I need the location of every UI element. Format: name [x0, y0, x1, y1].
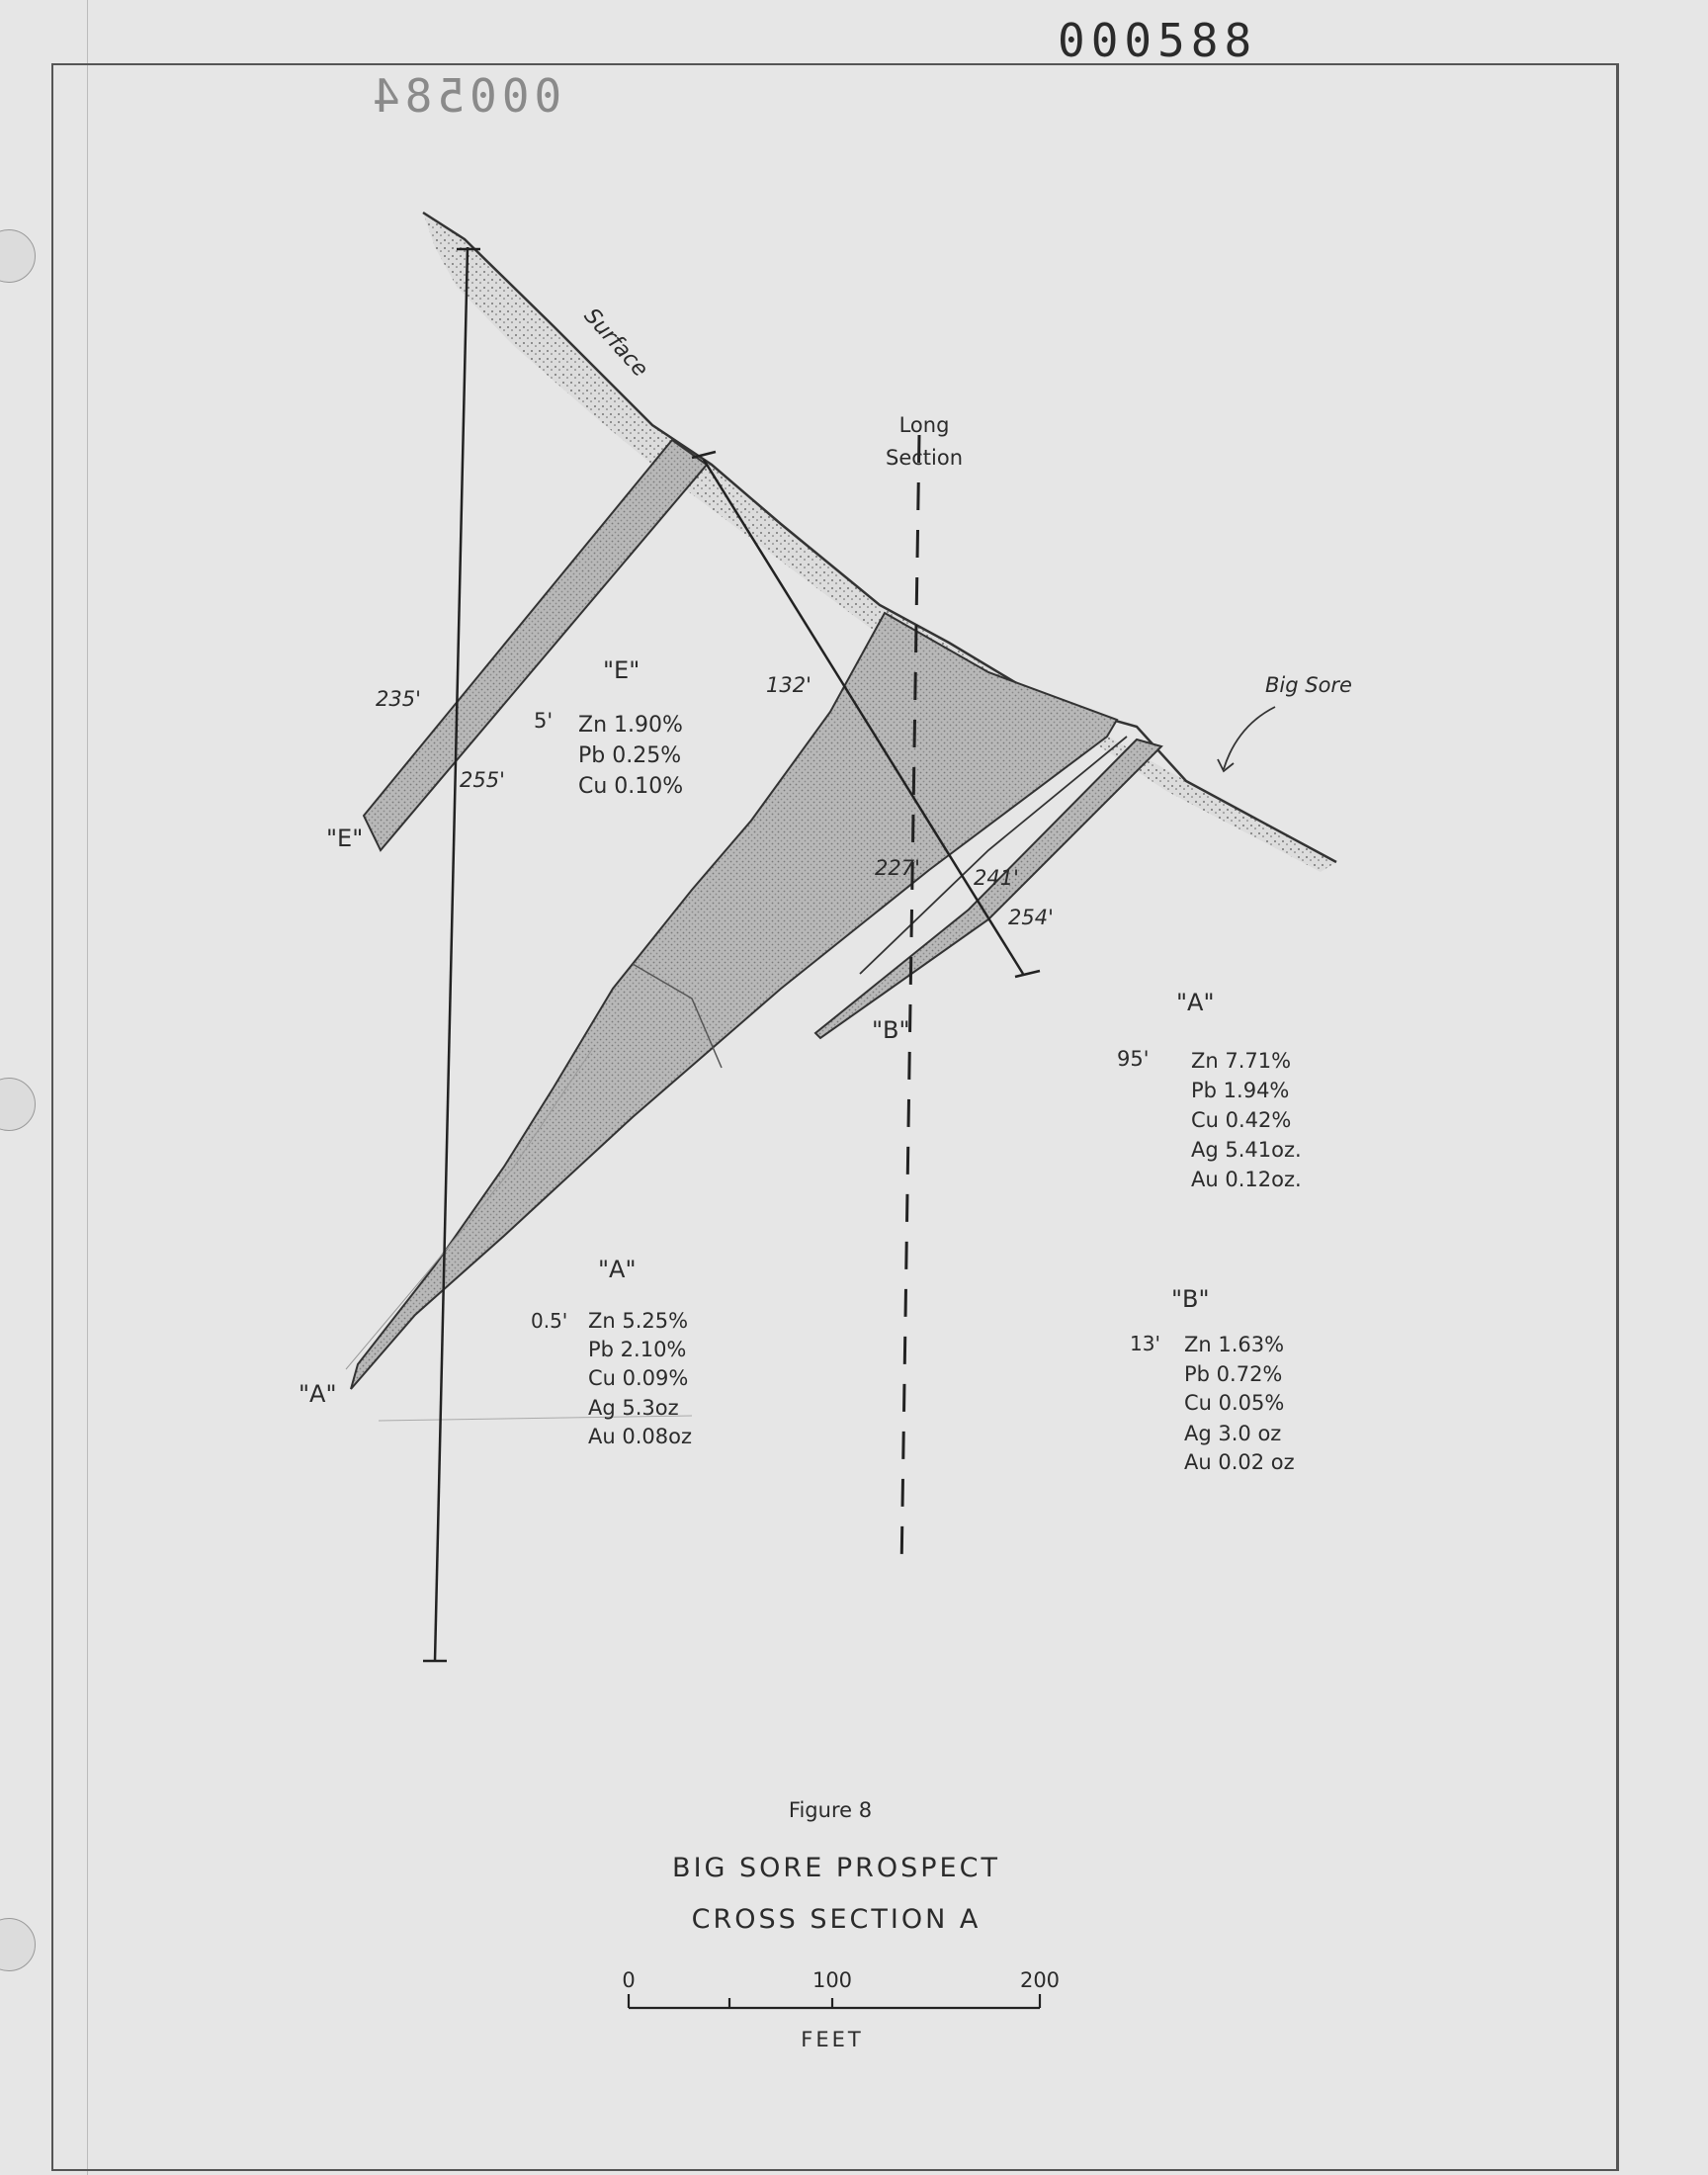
- zone-e-assay: Cu 0.10%: [578, 774, 684, 799]
- zone-a-hole2-assay: Au 0.08oz: [588, 1425, 692, 1448]
- depth-label-254: 254': [1008, 906, 1054, 929]
- depth-label-132: 132': [766, 673, 811, 697]
- zone-b-assay: Pb 0.72%: [1184, 1362, 1283, 1386]
- zone-a-end-marker: "A": [299, 1380, 337, 1408]
- zone-b-thickness: 13': [1130, 1332, 1160, 1355]
- drill-hole-end-tick: [1015, 971, 1040, 977]
- drill-hole-vertical: [435, 247, 468, 1661]
- long-section-label: Long: [898, 413, 950, 437]
- zone-a-hole2-assay: Cu 0.09%: [588, 1366, 689, 1390]
- surface-label: Surface: [578, 304, 653, 383]
- big-sore-label: Big Sore: [1265, 673, 1352, 697]
- zone-a-hole1-assay: Cu 0.42%: [1191, 1108, 1292, 1132]
- scale-bar-tick-label: 0: [622, 1968, 636, 1992]
- zone-b-assay: Ag 3.0 oz: [1184, 1422, 1282, 1445]
- depth-label-235: 235': [376, 687, 421, 711]
- zone-a-hole1-assay: Au 0.12oz.: [1191, 1168, 1302, 1191]
- zone-b-assay: Cu 0.05%: [1184, 1391, 1285, 1415]
- zone-e-thickness: 5': [534, 709, 554, 733]
- big-sore-leader: [1224, 707, 1275, 769]
- depth-label-241: 241': [974, 866, 1019, 890]
- scale-bar-tick-label: 100: [811, 1968, 853, 1992]
- figure-title: BIG SORE PROSPECT: [672, 1853, 1000, 1883]
- zone-e-title: "E": [603, 656, 640, 684]
- scale-bar-tick-label: 200: [1019, 1968, 1061, 1992]
- depth-label-227: 227': [875, 856, 920, 880]
- zone-b-assay: Au 0.02 oz: [1184, 1450, 1295, 1474]
- zone-e-assay: Pb 0.25%: [578, 743, 682, 768]
- zone-a-hole2-title: "A": [598, 1256, 637, 1283]
- figure-subtitle: CROSS SECTION A: [691, 1904, 982, 1935]
- depth-label-255: 255': [460, 768, 505, 792]
- zone-e-end-marker: "E": [326, 825, 364, 852]
- zone-a-hole1-thickness: 95': [1117, 1047, 1150, 1071]
- scale-bar-unit: FEET: [801, 2028, 864, 2051]
- mirrored-document-number: 000584: [368, 69, 562, 123]
- zone-b-end-marker: "B": [872, 1016, 910, 1044]
- zone-a-hole1-assay: Ag 5.41oz.: [1191, 1138, 1302, 1162]
- figure-number: Figure 8: [788, 1798, 873, 1822]
- zone-a-hole1-title: "A": [1176, 989, 1215, 1016]
- zone-b-title: "B": [1171, 1285, 1210, 1313]
- long-section-line: [901, 435, 919, 1572]
- zone-a-hole2-assay: Pb 2.10%: [588, 1338, 687, 1361]
- zone-a-hole2-thickness: 0.5': [531, 1309, 568, 1333]
- zone-a-hole1-assay: Pb 1.94%: [1191, 1079, 1290, 1102]
- zone-b-assay: Zn 1.63%: [1184, 1333, 1285, 1356]
- zone-a-hole2-assay: Ag 5.3oz: [588, 1396, 679, 1420]
- zone-e-assay: Zn 1.90%: [578, 713, 683, 738]
- zone-a-hole2-assay: Zn 5.25%: [588, 1309, 689, 1333]
- zone-a-hole1-assay: Zn 7.71%: [1191, 1049, 1292, 1073]
- document-number: 000588: [1058, 14, 1258, 67]
- long-section-label: Section: [885, 446, 964, 470]
